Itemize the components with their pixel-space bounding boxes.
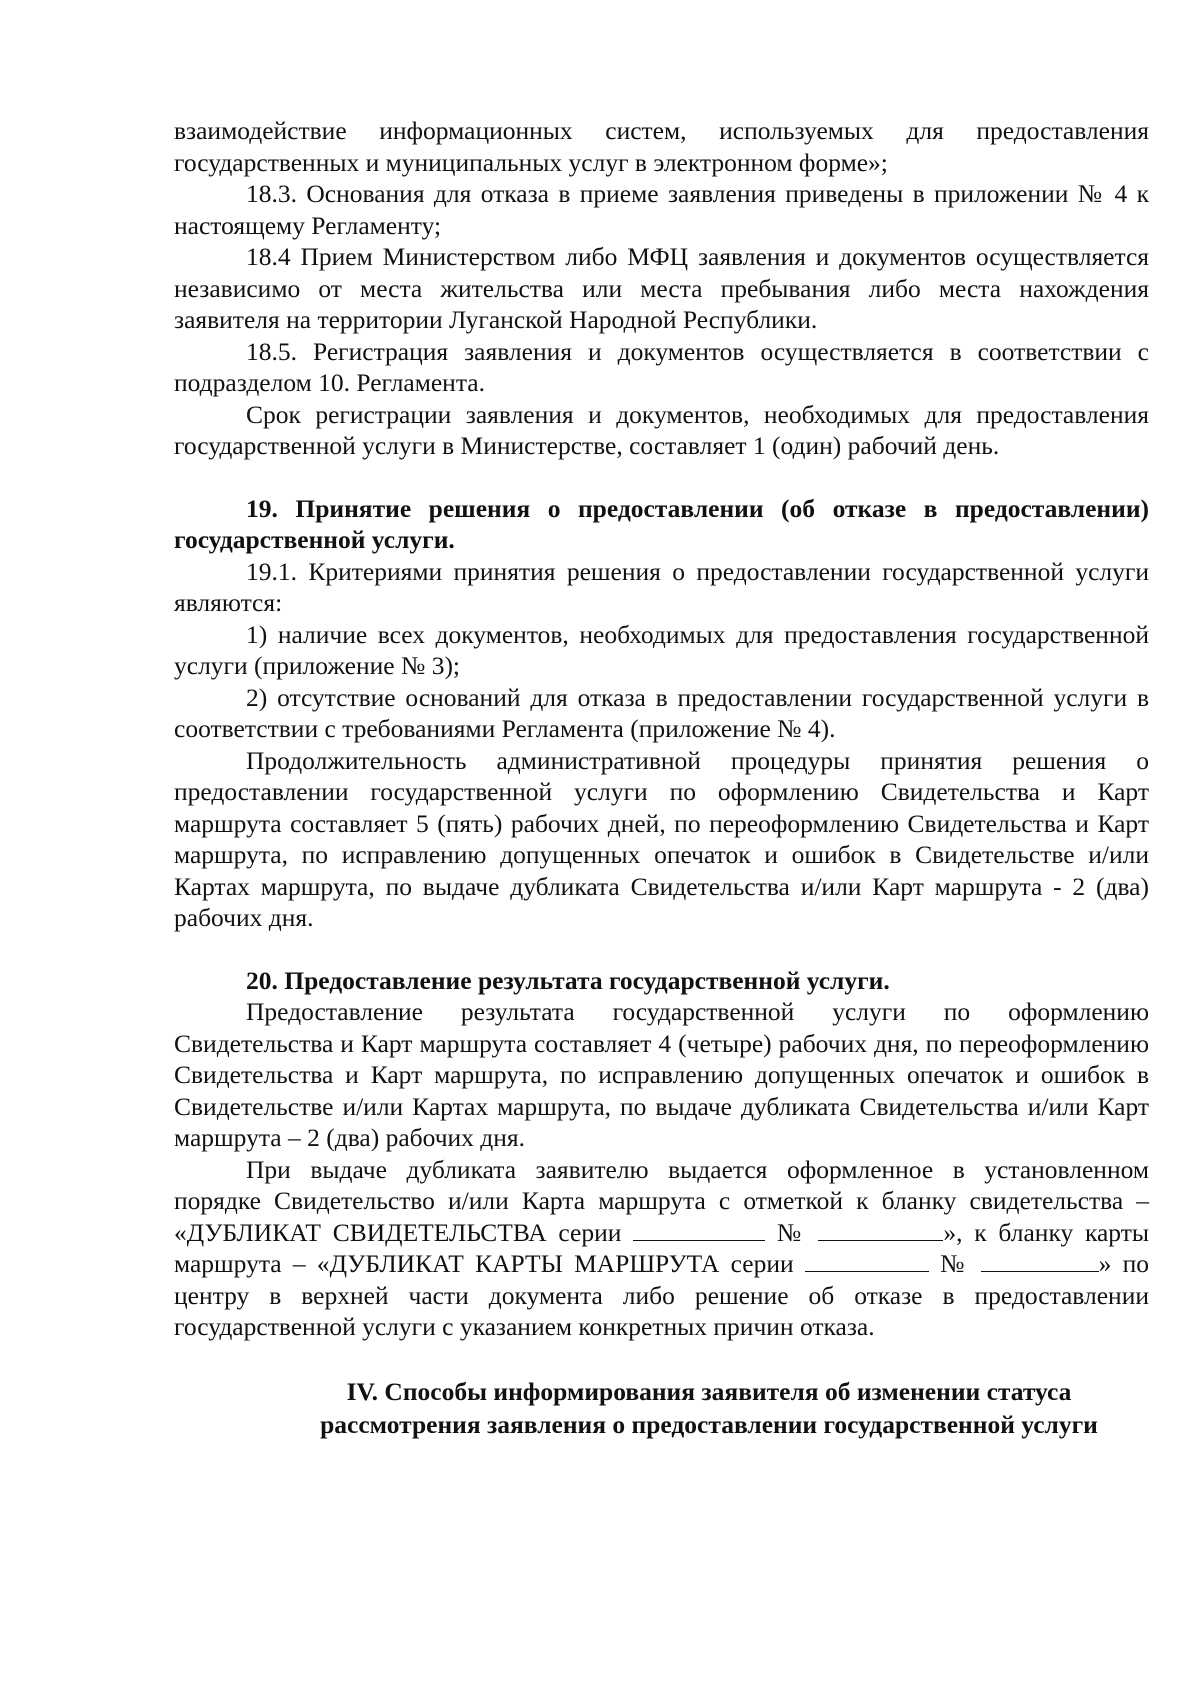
- heading-section-iv: [174, 1375, 1149, 1441]
- text-fragment: При выдаче дубликата заявителю выдается оформленное в установленном порядке Свидетельство и/или Карта маршрута с отметкой к бланку свидетельства – «ДУБЛИКАТ СВИДЕТЕЛЬСТВА серии: [174, 1154, 1149, 1247]
- document-body: [174, 115, 1149, 1441]
- spacer: [174, 462, 1149, 493]
- text-fragment: №: [928, 1249, 981, 1278]
- blank-series-field: [805, 1249, 929, 1272]
- paragraph-registration-term: Срок регистрации заявления и документов, необходимых для предоставления государственной услуги в Министерстве, составляет 1 (один) рабочий день.: [174, 399, 1149, 460]
- paragraph-18-3: 18.3. Основания для отказа в приеме заявления приведены в приложении № 4 к настоящему Регламенту;: [174, 179, 1149, 240]
- paragraph-18-5: 18.5. Регистрация заявления и документов осуществляется в соответствии с подразделом 10. Регламента.: [174, 336, 1149, 397]
- heading-section-20: 20. Предоставление результата государственной услуги.: [246, 965, 890, 995]
- list-item-19-1-2: 2) отсутствие оснований для отказа в предоставлении государственной услуги в соответствии с требованиями Регламента (приложение № 4).: [174, 682, 1149, 743]
- paragraph-20-duplicate: [174, 1154, 1149, 1343]
- heading-line: рассмотрения заявления о предоставлении государственной услуги: [320, 1409, 1098, 1439]
- paragraph-20-1: Предоставление результата государственной услуги по оформлению Свидетельства и Карт маршрута составляет 4 (четыре) рабочих дня, по переоформлению Свидетельства и Карт маршрута, по исправлению допущенных опечаток и ошибок в Свидетельстве и/или Картах маршрута, по выдаче дубликата Свидетельства и/или Карт маршрута – 2 (два) рабочих дня.: [174, 997, 1149, 1152]
- heading-section-19: 19. Принятие решения о предоставлении (об отказе в предоставлении) государственной услуги.: [174, 493, 1149, 554]
- list-item-19-1-1: 1) наличие всех документов, необходимых для предоставления государственной услуги (приложение № 3);: [174, 619, 1149, 680]
- paragraph-19-duration: Продолжительность административной процедуры принятия решения о предоставлении государственной услуги по оформлению Свидетельства и Карт маршрута составляет 5 (пять) рабочих дней, по переоформлению Свидетельства и Карт маршрута, по исправлению допущенных опечаток и ошибок в Свидетельстве и/или Картах маршрута, по выдаче дубликата Свидетельства и/или Карт маршрута - 2 (два) рабочих дня.: [174, 745, 1149, 932]
- spacer: [174, 934, 1149, 965]
- blank-number-field: [981, 1249, 1099, 1272]
- text-fragment: » по центру в верхней части документа либо решение об отказе в предоставлении государственной услуги с указанием конкретных причин отказа.: [174, 1249, 1149, 1341]
- paragraph-19-1: 19.1. Критериями принятия решения о предоставлении государственной услуги являются:: [174, 556, 1149, 617]
- text-fragment: №: [765, 1217, 819, 1247]
- blank-number-field: [818, 1218, 943, 1241]
- blank-series-field: [633, 1218, 765, 1241]
- text-fragment: », к бланку карты маршрута – «ДУБЛИКАТ КАРТЫ МАРШРУТА серии: [174, 1217, 1149, 1278]
- paragraph-18-4: 18.4 Прием Министерством либо МФЦ заявления и документов осуществляется независимо от места жительства или места пребывания либо места нахождения заявителя на территории Луганской Народной Республики.: [174, 242, 1149, 334]
- paragraph-continuation: взаимодействие информационных систем, используемых для предоставления государственных и муниципальных услуг в электронном форме»;: [174, 116, 1149, 177]
- heading-line: IV. Способы информирования заявителя об изменении статуса: [346, 1376, 1072, 1406]
